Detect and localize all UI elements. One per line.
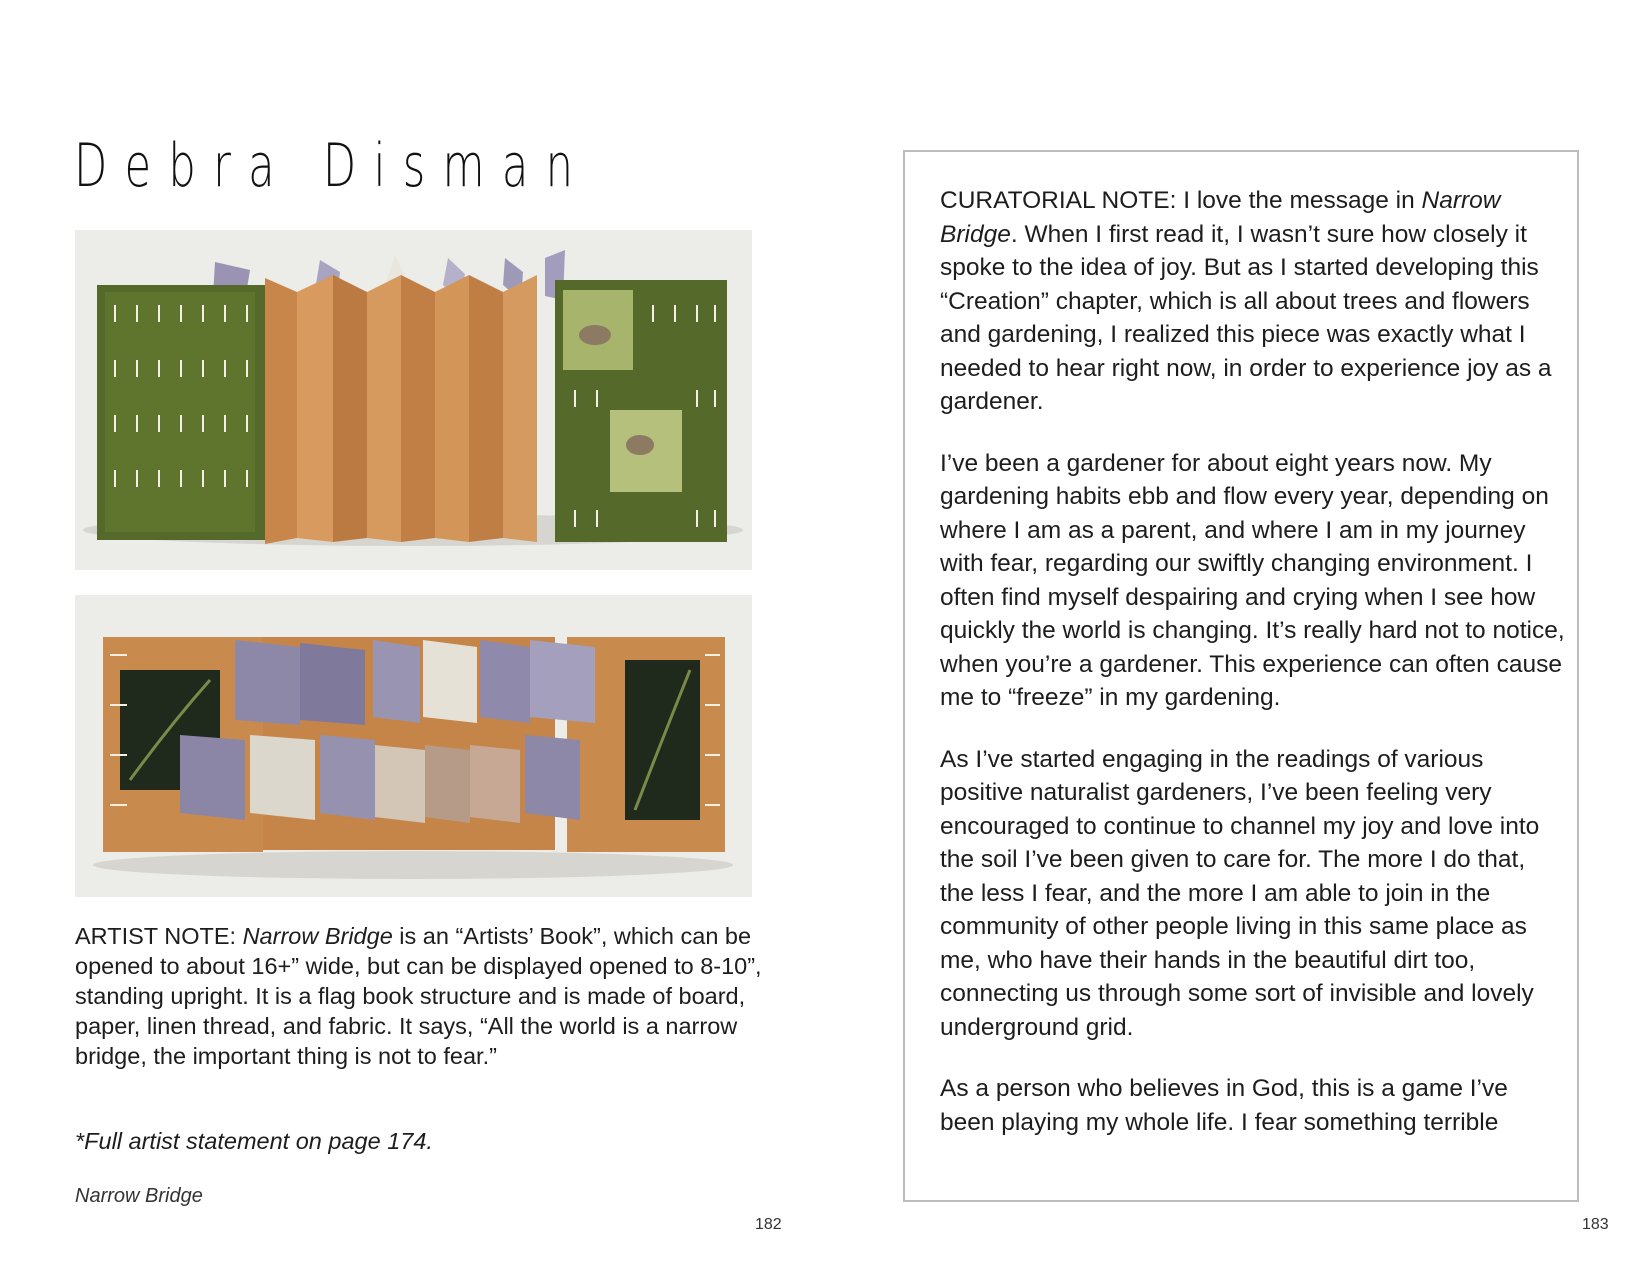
artwork-photo-open: [75, 595, 752, 897]
curatorial-paragraph-4: As a person who believes in God, this is a game I’ve been playing my whole life. I fear something terrible: [940, 1075, 1508, 1136]
artist-name: Debra Disman: [74, 131, 591, 201]
artist-note-title: Narrow Bridge: [242, 923, 393, 949]
closed-book-illustration: [75, 230, 752, 570]
curatorial-p1-label: CURATORIAL NOTE: I love the message in: [940, 187, 1422, 214]
page-number-right: 183: [1582, 1216, 1609, 1233]
curatorial-note-box: [903, 150, 1579, 1202]
artist-note: [75, 921, 765, 1071]
curatorial-paragraph-2: I’ve been a gardener for about eight years now. My gardening habits ebb and flow every year, depending on where I am as a parent, and where I am in my journey with fear, regarding our swiftly changing environment. I often find myself despairing and crying when I see how quickly the world is changing. It’s really hard not to notice, when you’re a gardener. This experience can often cause me to “freeze” in my gardening.: [940, 449, 1565, 711]
open-book-illustration: [75, 595, 752, 897]
curatorial-p1-title: Narrow Bridge: [940, 187, 1501, 248]
artist-statement-footnote: *Full artist statement on page 174.: [75, 1128, 433, 1154]
curatorial-note: [940, 184, 1565, 1167]
artist-note-text: is an “Artists’ Book”, which can be opened to about 16+” wide, but can be displayed opened to 8-10”, standing upright. It is a flag book structure and is made of board, paper, linen thread, and fabric. It says, “All the world is a narrow bridge, the important thing is not to fear.”: [75, 923, 762, 1069]
curatorial-paragraph-3: As I’ve started engaging in the readings of various positive naturalist gardeners, I’ve been feeling very encouraged to continue to channel my joy and love into the soil I’ve been given to care for. The more I do that, the less I fear, and the more I am able to join in the community of other people living in this same place as me, who have their hands in the beautiful dirt too, connecting us through some sort of invisible and lovely underground grid.: [940, 745, 1540, 1041]
curatorial-paragraph-1: [940, 184, 1565, 419]
artwork-caption: Narrow Bridge: [75, 1185, 203, 1207]
artwork-photo-closed: [75, 230, 752, 570]
artist-note-label: ARTIST NOTE:: [75, 923, 243, 949]
curatorial-p1-text: . When I first read it, I wasn’t sure how closely it spoke to the idea of joy. But as I started developing this “Creation” chapter, which is all about trees and flowers and gardening, I realized this piece was exactly what I needed to hear right now, in order to experience joy as a gardener.: [940, 220, 1552, 415]
page-number-left: 182: [755, 1216, 782, 1233]
